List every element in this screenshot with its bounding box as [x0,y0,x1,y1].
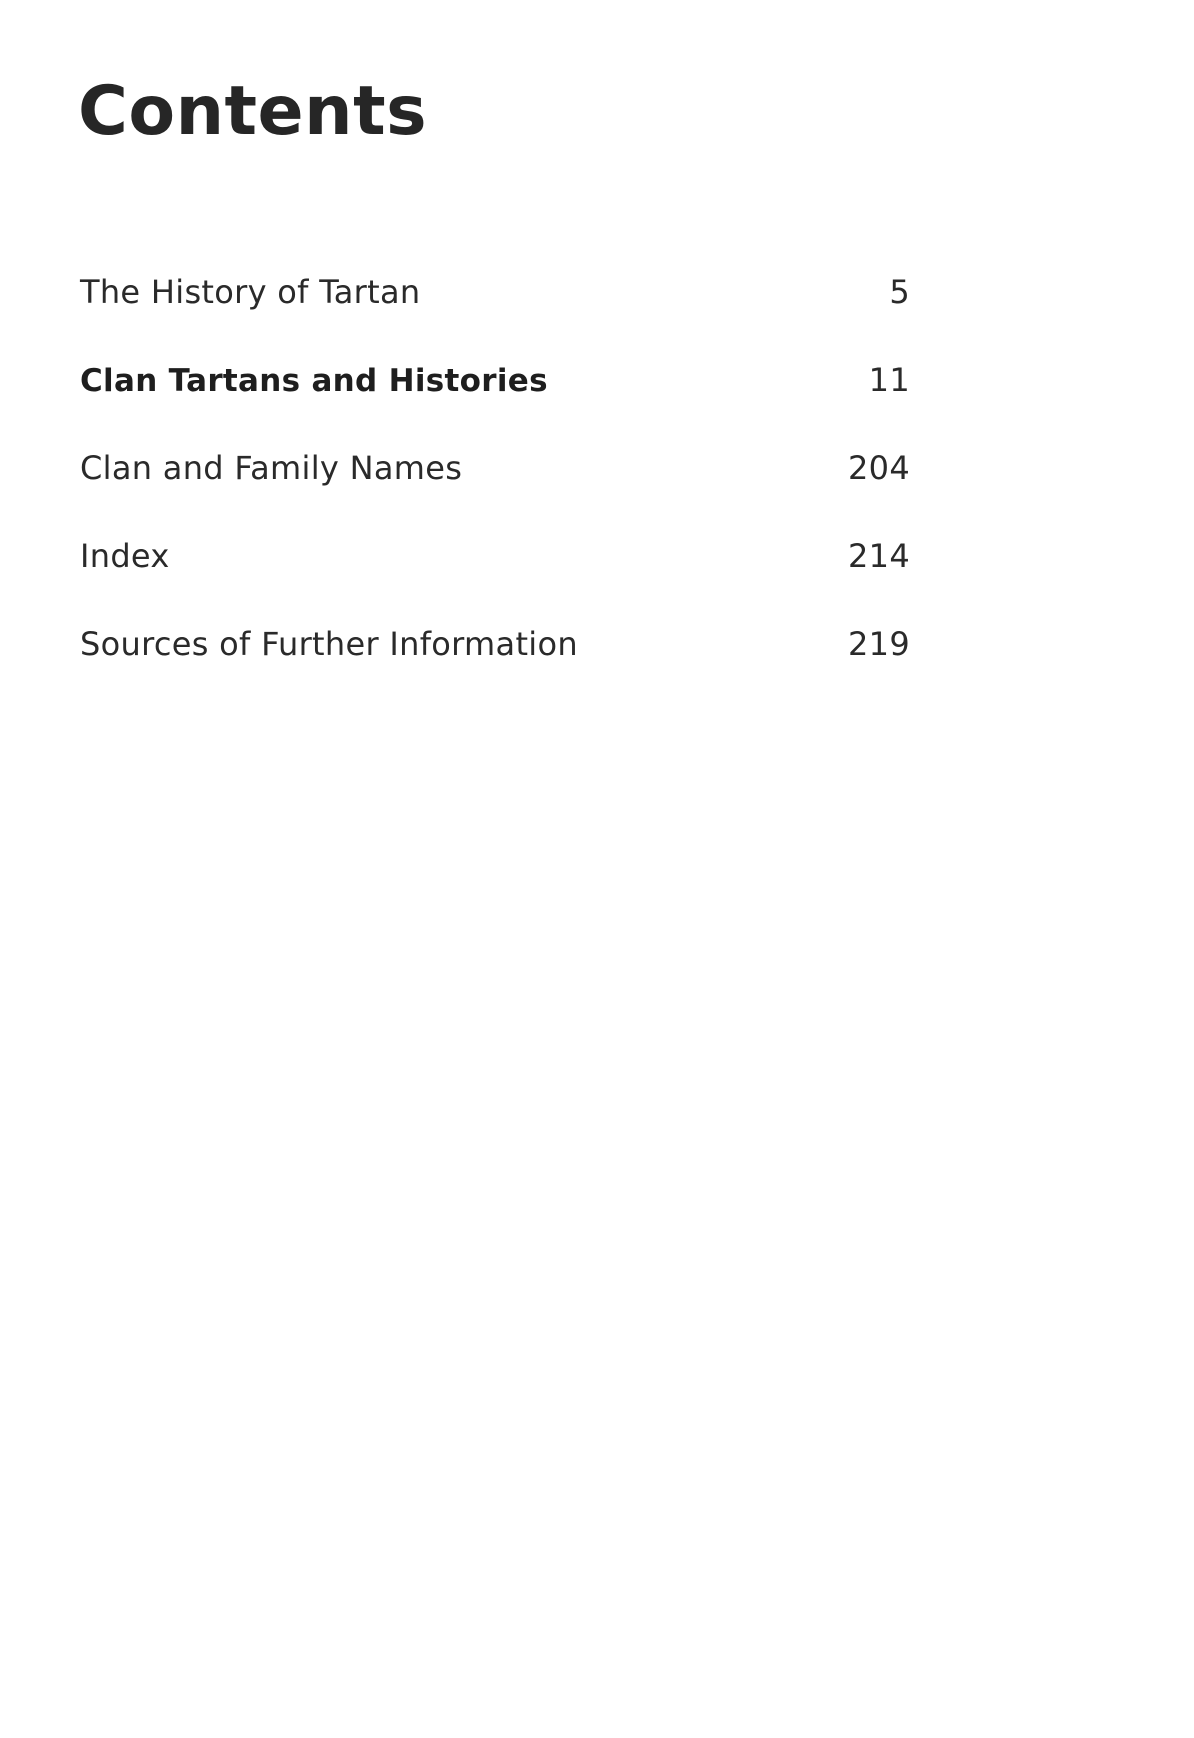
toc-entry-title: Clan and Family Names [80,449,463,487]
toc-entry-page: 214 [848,537,910,575]
toc-entry-page: 5 [889,273,910,311]
toc-entry-index [80,536,910,624]
toc-entry-title: Clan Tartans and Histories [80,363,548,399]
table-of-contents [80,272,910,712]
toc-entry-clan-and-family-names [80,448,910,536]
toc-entry-title: The History of Tartan [80,273,421,311]
toc-entry-history-of-tartan [80,272,910,360]
toc-entry-page: 219 [848,625,910,663]
page-title: Contents [78,72,428,151]
toc-entry-sources-of-further-information [80,624,910,712]
toc-entry-clan-tartans-and-histories [80,360,910,448]
toc-entry-page: 11 [868,361,910,399]
toc-entry-page: 204 [848,449,910,487]
toc-entry-title: Index [80,537,170,575]
toc-entry-title: Sources of Further Information [80,625,578,663]
